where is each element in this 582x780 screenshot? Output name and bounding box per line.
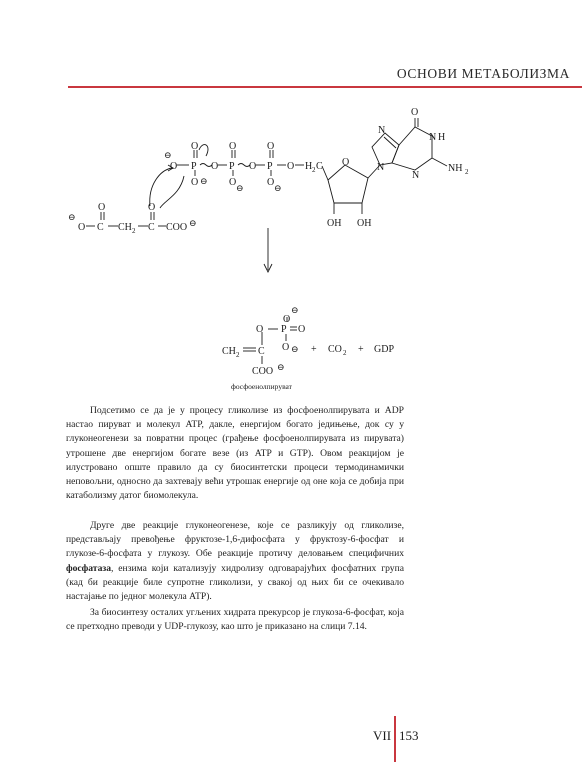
atom-c: C [148, 222, 155, 233]
atom-o: O [191, 177, 199, 188]
atom-o: O [170, 161, 178, 172]
atom-o: O [298, 324, 306, 335]
atom-o: O [249, 161, 257, 172]
minus-sign: ⊖ [200, 176, 208, 186]
atom-p: P [267, 161, 273, 172]
atom-o: O [267, 141, 275, 152]
atom-o: O [148, 202, 156, 213]
atom-o: O [98, 202, 106, 213]
minus-sign: ⊖ [189, 218, 197, 228]
minus-sign: ⊖ [277, 362, 285, 372]
atom-o: O [229, 177, 237, 188]
page-number: 153 [399, 728, 419, 743]
ribose-oxygen: O [342, 157, 350, 168]
atom-n: N [378, 125, 386, 136]
atom-n: N [412, 170, 420, 181]
paragraph-2-end: , ензима који катализују хидролизу одговарајућих фосфатних група (кад би реакције биле супротне гликолизи, у свакој од њих би се очекивало настајање по једног молекула ATP). [66, 562, 404, 603]
plus-sign: + [311, 344, 317, 355]
term-phosphatase: фосфатаза [66, 562, 112, 574]
atom-o: O [78, 222, 86, 233]
minus-sign: ⊖ [236, 183, 244, 193]
atom-p: P [229, 161, 235, 172]
atom-h: H [438, 132, 446, 143]
atom-c: C [316, 161, 323, 172]
atom-n: N [377, 162, 385, 173]
carboxylate-label: COO [252, 366, 274, 377]
minus-sign: ⊖ [291, 305, 299, 315]
atom-c: C [258, 346, 265, 357]
atom-o: O [229, 141, 237, 152]
atom-p: P [281, 324, 287, 335]
footer-divider [394, 716, 396, 762]
atom-o: O [283, 314, 291, 325]
hydroxyl-label: OH [357, 218, 372, 229]
chapter-number: VII [373, 728, 392, 743]
methylene-ch2: CH [118, 222, 132, 233]
methylene-subscript: 2 [132, 227, 136, 235]
minus-sign: ⊖ [274, 183, 282, 193]
plus-sign: + [358, 344, 364, 355]
amino-subscript: 2 [465, 168, 469, 176]
co2-subscript: 2 [343, 349, 347, 357]
carboxylate-label: COO [166, 222, 188, 233]
methylene-subscript: 2 [236, 351, 240, 359]
minus-sign: ⊖ [68, 212, 76, 222]
atom-o: O [191, 141, 199, 152]
paragraph-1: Подсетимо се да је у процесу гликолизе из фосфоенолпирувата и ADP настао пируват и молекул ATP, дакле, енергијом богато једињење, док су у глуконеогенези за повратни процес (грађење фосфоенолпирувата из пирувата) утрошене две енергијом богате везе (из ATP и GTP). Овом реакцијом је илустровано опште правило да су биосинтетски процеси термодинамички неповољни, односно да захтевају већи утрошак енергије од оне која се добија при катаболизму датог биомолекула. [66, 405, 404, 502]
minus-sign: ⊖ [164, 150, 172, 160]
methylene-subscript: 2 [312, 166, 316, 174]
atom-n: N [429, 132, 437, 143]
product-caption: фосфоенолпируват [231, 382, 292, 391]
methylene-ch2: CH [222, 346, 236, 357]
minus-sign: ⊖ [291, 344, 299, 354]
co2-label: CO [328, 344, 342, 355]
page-footer [373, 728, 419, 762]
atom-o: O [411, 107, 419, 118]
atom-p: P [191, 161, 197, 172]
amino-group: NH [448, 163, 463, 174]
atom-o: O [267, 177, 275, 188]
atom-o: O [211, 161, 219, 172]
paragraph-2-start: Друге две реакције глуконеогенезе, које се разликују од гликолизе, представљају превођење фруктозе-1,6-дифосфата у фруктозу-6-фосфат и глукозе-6-фосфата у глукозу. Обе реакције протичу деловањем специфичних [66, 520, 404, 560]
methylene-h2c: H [305, 161, 313, 172]
atom-o: O [287, 161, 295, 172]
hydroxyl-label: OH [327, 218, 342, 229]
paragraph-2 [66, 519, 404, 604]
paragraph-3: За биосинтезу осталих угљених хидрата прекурсор је глукоза-6-фосфат, која се претходно преводи у UDP-глукозу, као што је приказано на слици 7.14. [66, 607, 404, 633]
page-header-title: ОСНОВИ МЕТАБОЛИЗМА [396, 66, 570, 81]
atom-o: O [256, 324, 264, 335]
atom-o: O [282, 342, 290, 353]
gdp-label: GDP [374, 344, 395, 355]
atom-c: C [97, 222, 104, 233]
